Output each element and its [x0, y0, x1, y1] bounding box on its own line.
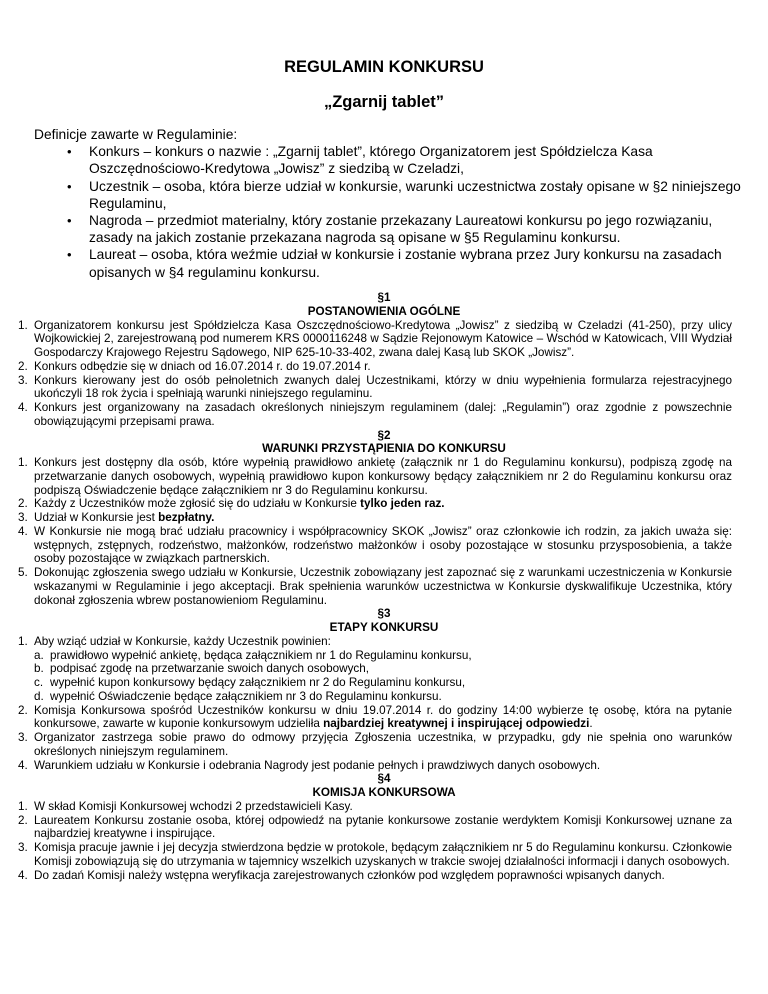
list-item	[0, 360, 768, 374]
list-item	[0, 814, 768, 842]
list-item	[0, 319, 768, 360]
list-item	[0, 511, 768, 525]
bullet-icon: •	[67, 213, 72, 229]
item-text: Organizatorem konkursu jest Spółdzielcza Kasa Oszczędnościowo-Kredytowa „Jowisz” z siedzibą w Czeladzi (41-250), przy ulicy Wojkowickiej 2, zarejestrowaną pod numerem KRS 0000116248 w Sądzie Rejonowym Katowice – Wschód w Katowicach, VIII Wydział Gospodarczy Krajowego Rejestru Sądowego, NIP 625-10-33-402, zwana dalej Kasą lub SKOK „Jowisz”.	[34, 318, 732, 359]
item-text: Każdy z Uczestników może zgłosić się do udziału w Konkursie	[34, 497, 361, 511]
item-text: Aby wziąć udział w Konkursie, każdy Uczestnik powinien:	[34, 634, 331, 648]
item-emphasis: tylko jeden raz.	[360, 497, 445, 511]
sub-item-letter: d.	[34, 689, 44, 703]
section-4-list	[0, 800, 768, 883]
bullet-icon: •	[67, 144, 72, 160]
definition-text: Konkurs – konkurs o nazwie : „Zgarnij tablet”, którego Organizatorem jest Spółdzielcza Kasa Oszczędnościowo-Kredytowa „Jowisz” z siedzibą w Czeladzi,	[89, 144, 653, 177]
item-text: Konkurs kierowany jest do osób pełnoletnich zwanych dalej Uczestnikami, którzy w dniu wypełnienia formularza rejestracyjnego ukończyli 18 rok życia i spełniają warunki niniejszego regulaminu.	[34, 373, 732, 401]
list-item	[0, 374, 768, 402]
definitions-list	[34, 143, 746, 281]
definition-item	[34, 212, 746, 246]
section-number: §1	[377, 291, 391, 304]
item-text: Organizator zastrzega sobie prawo do odmowy przyjęcia Zgłoszenia uczestnika, w przypadku, gdy nie spełnia ono warunków określonych niniejszym regulaminem.	[34, 731, 732, 758]
section-2-list	[0, 456, 768, 607]
item-number: 4.	[18, 524, 28, 538]
item-number: 4.	[18, 868, 28, 882]
item-number: 3.	[18, 841, 28, 854]
list-item	[0, 800, 768, 814]
list-item	[0, 635, 768, 704]
regulations-body	[0, 291, 768, 882]
item-text: Laureatem Konkursu zostanie osoba, której odpowiedź na pytanie konkursowe zostanie werdyktem Komisji Konkursowej uznane za najbardziej kreatywne i inspirujące.	[34, 813, 732, 841]
sub-list	[34, 649, 732, 704]
definition-item	[34, 246, 746, 280]
list-item	[0, 566, 768, 607]
document-subtitle: „Zgarnij tablet”	[323, 93, 445, 111]
list-item	[0, 841, 768, 869]
section-title: KOMISJA KONKURSOWA	[312, 786, 456, 799]
list-item	[0, 525, 768, 566]
item-number: 1.	[18, 318, 28, 332]
item-emphasis: bezpłatny.	[158, 511, 215, 524]
sub-item-text: prawidłowo wypełnić ankietę, będąca załącznikiem nr 1 do Regulaminu konkursu,	[50, 648, 472, 662]
list-item	[0, 731, 768, 759]
item-text: Konkurs jest organizowany na zasadach określonych niniejszym regulaminem (dalej: „Regulamin”) oraz zgodnie z powszechnie obowiązującymi przepisami prawa.	[34, 401, 732, 428]
item-number: 3.	[18, 731, 28, 744]
bullet-icon: •	[67, 247, 72, 263]
sub-item-text: wypełnić Oświadczenie będące załącznikiem nr 3 do Regulaminu konkursu.	[50, 689, 442, 703]
item-text-end: .	[589, 717, 593, 731]
list-item	[0, 704, 768, 732]
sub-item	[34, 676, 732, 690]
sub-item	[34, 662, 732, 676]
section-title: POSTANOWIENIA OGÓLNE	[307, 304, 461, 318]
item-number: 2.	[18, 497, 28, 511]
item-text: Konkurs jest dostępny dla osób, które wypełnią prawidłowo ankietę (załącznik nr 1 do Regulaminu konkursu), podpiszą zgodę na przetwarzanie danych osobowych, wypełnią prawidłowo kupon konkursowy będący załącznikiem nr 2 do Regulaminu konkursu oraz podpiszą Oświadczenie będące załącznikiem nr 3 do Regulaminu konkursu.	[34, 456, 732, 497]
definitions-intro: Definicje zawarte w Regulaminie:	[34, 127, 238, 142]
section-number: §3	[377, 607, 391, 621]
definition-text: Laureat – osoba, która weźmie udział w konkursie i zostanie wybrana przez Jury konkursu na zasadach opisanych w §4 regulaminu konkursu.	[89, 247, 722, 280]
sub-item-letter: a.	[34, 648, 44, 662]
item-text: Konkurs odbędzie się w dniach od 16.07.2014 r. do 19.07.2014 r.	[34, 359, 371, 373]
item-text: W Konkursie nie mogą brać udziału pracownicy i współpracownicy SKOK „Jowisz” oraz członkowie ich rodzin, za jakich uważa się: wstępnych, zstępnych, rodzeństwo, małżonków, rodzeństwo małżonków i osoby pozostające w stosunku przysposobienia, a także osoby pozostające w związkach partnerskich.	[34, 524, 732, 566]
list-item	[0, 401, 768, 429]
sub-item-letter: b.	[34, 662, 44, 676]
item-text: Warunkiem udziału w Konkursie i odebrania Nagrody jest podanie pełnych i prawdziwych danych osobowych.	[34, 758, 601, 772]
item-number: 3.	[18, 373, 28, 387]
item-number: 3.	[18, 511, 28, 524]
sub-item-text: wypełnić kupon konkursowy będący załącznikiem nr 2 do Regulaminu konkursu,	[50, 676, 466, 689]
list-item	[0, 456, 768, 497]
definition-text: Uczestnik – osoba, która bierze udział w konkursie, warunki uczestnictwa zostały opisane w §2 niniejszego Regulaminu,	[89, 178, 741, 211]
item-number: 1.	[18, 799, 28, 813]
section-title: WARUNKI PRZYSTĄPIENIA DO KONKURSU	[262, 442, 506, 456]
item-text: W skład Komisji Konkursowej wchodzi 2 przedstawicieli Kasy.	[34, 799, 353, 813]
item-number: 4.	[18, 401, 28, 414]
item-emphasis: najbardziej kreatywnej i inspirującej odpowiedzi	[323, 717, 590, 731]
list-item	[0, 497, 768, 511]
section-number: §4	[377, 772, 391, 786]
definition-item	[34, 143, 746, 177]
definitions-section	[34, 126, 746, 281]
section-3-list	[0, 635, 768, 773]
sub-item-letter: c.	[34, 676, 44, 689]
item-number: 1.	[18, 456, 28, 469]
section-1-list	[0, 319, 768, 429]
section-title: ETAPY KONKURSU	[329, 621, 439, 634]
item-text: Dokonując zgłoszenia swego udziału w Konkursie, Uczestnik zobowiązany jest zapoznać się z warunkami uczestniczenia w Konkursie wskazanymi w Regulaminie i jego akceptacji. Brak spełnienia warunków uczestnictwa w Konkursie dyskwalifikuje Uczestnika, który dokonał zgłoszenia wbrew postanowieniom Regulaminu.	[34, 566, 732, 607]
sub-item-text: podpisać zgodę na przetwarzanie swoich danych osobowych,	[50, 662, 369, 676]
section-number: §2	[377, 428, 391, 442]
definition-item	[34, 178, 746, 212]
item-text: Komisja Konkursowa spośród Uczestników konkursu w dniu 19.07.2014 r. do godziny 14:00 wybierze tę osobę, która na pytanie konkursowe, zawarte w kuponie konkursowym udzieliła	[34, 703, 732, 731]
list-item	[0, 869, 768, 883]
bullet-icon: •	[67, 178, 72, 194]
item-number: 4.	[18, 758, 28, 772]
document-title: REGULAMIN KONKURSU	[284, 58, 484, 76]
item-text: Do zadań Komisji należy wstępna weryfikacja zarejestrowanych członków pod względem poprawności wpisanych danych.	[34, 868, 665, 882]
item-text: Udział w Konkursie jest	[34, 511, 159, 524]
sub-item	[34, 690, 732, 704]
definition-text: Nagroda – przedmiot materialny, który zostanie przekazany Laureatowi konkursu po jego rozwiązaniu, zasady na jakich zostanie przekazana nagroda są opisane w §5 Regulaminu konkursu.	[89, 213, 713, 246]
list-item	[0, 759, 768, 773]
item-number: 2.	[18, 703, 28, 717]
item-number: 5.	[18, 566, 28, 579]
item-number: 1.	[18, 634, 28, 648]
item-number: 2.	[18, 359, 28, 373]
item-number: 2.	[18, 813, 28, 827]
sub-item	[34, 649, 732, 663]
item-text: Komisja pracuje jawnie i jej decyzja stwierdzona będzie w protokole, będącym załącznikiem nr 5 do Regulaminu konkursu. Członkowie Komisji zobowiązują się do utrzymania w tajemnicy wszelkich uzyskanych w trakcie swojej działalności informacji i danych osobowych.	[34, 841, 732, 868]
